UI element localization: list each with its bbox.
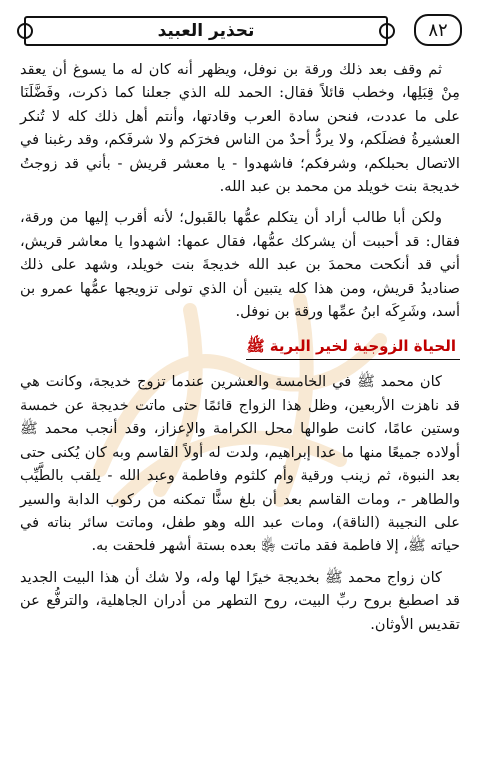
section-heading-row (20, 331, 460, 370)
title-frame (24, 16, 388, 46)
paragraph: كان محمد ﷺ في الخامسة والعشرين عندما تزوج خديجة، وكانت هي قد ناهزت الأربعين، وظل هذا الزواج قائمًا حتى ماتت خديجة عن خمسة وستين عامًا، كانت طوالها محل الكرامة والإعزاز، وقد أنجب محمد ﷺ أولاده جميعًا منها ما عدا إبراهيم، ولدت له أولاً القاسم وبه كان يُكنى حتى بعد النبوة، ثم زينب ورقية وأم كلثوم وفاطمة وعبد الله - يلقب بالطَّيِّب والطاهر -، ومات القاسم بعد أن بلغ سنًّا تمكنه من ركوب الدابة والسير على النجيبة (الناقة)، ومات عبد الله وهو طفل، وماتت سائر بناته في حياته ﷺ، إلا فاطمة فقد ماتت ﵂ بعده بستة أشهر فلحقت به. (20, 373, 460, 555)
page-number: ٨٢ (428, 19, 448, 41)
paragraph: ثم وقف بعد ذلك ورقة بن نوفل، ويظهر أنه كان له ما يسوغ أن يعقد مِنْ قِبَلِها، وخطب قائلاً فقال: الحمد لله الذي جعلنا كما ذكرت، وفَضَّلَنَا على ما عددت، فنحن سادة العرب وقادتها، وأنتم أهل ذلك كله لا تُنكر العشيرةُ فضلَكم، ولا يردُّ أحدٌ من الناس فخرَكم ولا شرفَكم، وقد رغبنا في الاتصال بحبلكم، وشرفكم؛ فاشهدوا - يا معشر قريش - بأني قد زوجتُ خديجة بنت خويلد من محمد بن عبد الله. (20, 61, 460, 196)
page-header (14, 14, 466, 46)
paragraph: ولكن أبا طالب أراد أن يتكلم عمُّها بالقَبول؛ لأنه أقرب إليها من ورقة، فقال: قد أحببت أن يشركك عمُّها، فقال عمها: اشهدوا يا معاشر قريش، أني قد أنكحت محمدَ بن عبد الله خديجةَ بنت خويلد، وشهد على ذلك صناديدُ قريش، ومن هذا كله يتبين أن الذي تولى تزويجها عمُّها عمرو بن أسد، وشَرِكَه ابنُ عمِّها ورقة بن نوفل. (20, 209, 460, 321)
paragraph: كان زواج محمد ﷺ بخديجة خيرًا لها وله، ولا شك أن هذا البيت الجديد قد اصطبغ بروح ربِّ البيت، روح التطهر من أدران الجاهلية، والترفُّع عن تقديس الأوثان. (20, 568, 460, 633)
section-heading: الحياة الزوجية لخير البرية ﷺ (246, 335, 460, 360)
book-title: تحذير العبيد (157, 21, 255, 41)
page-body (20, 58, 460, 644)
page-number-badge (414, 14, 462, 46)
